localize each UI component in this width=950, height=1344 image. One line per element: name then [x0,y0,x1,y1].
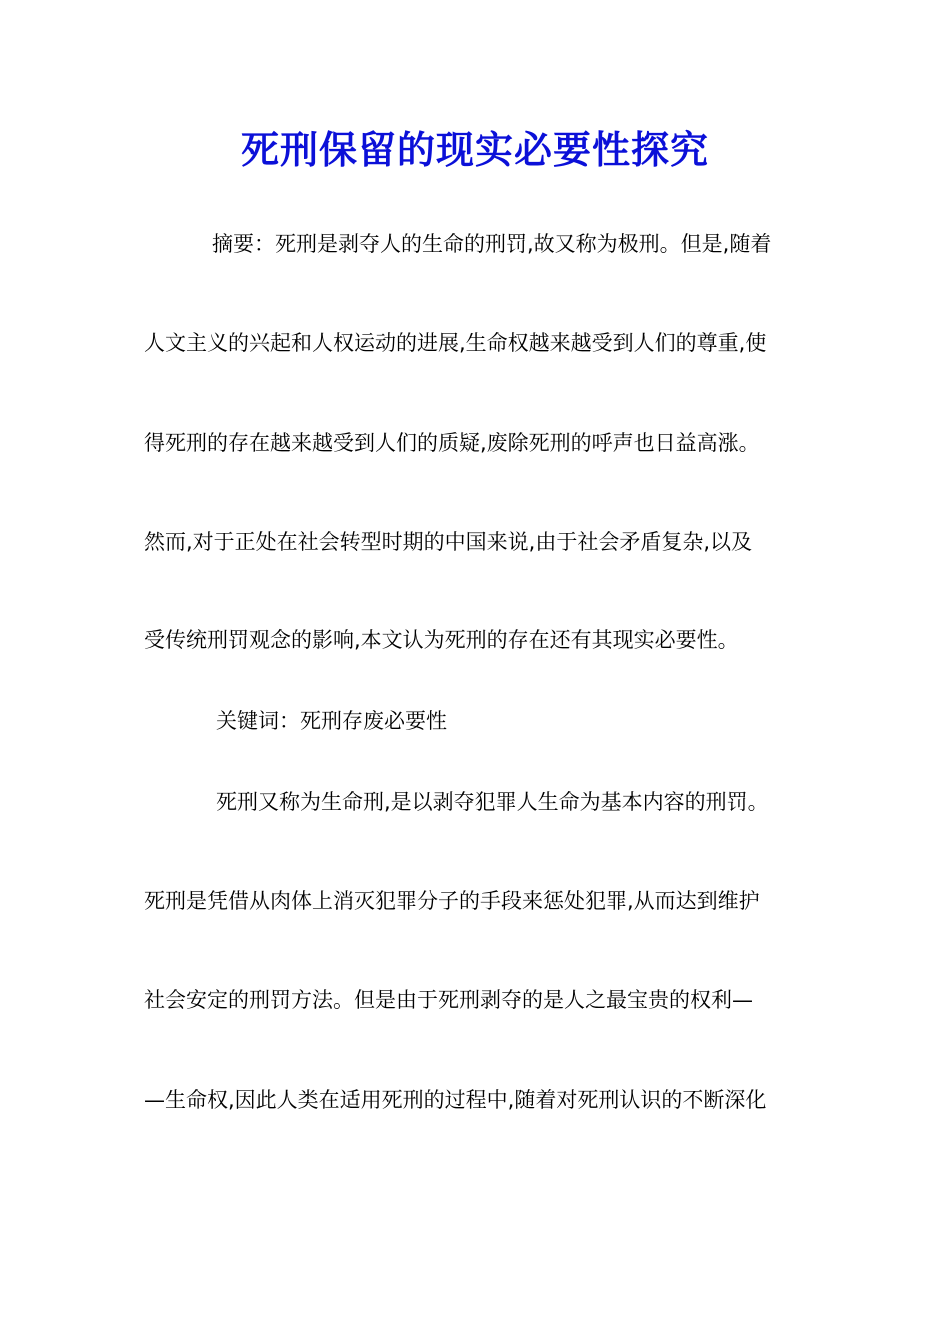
body-line-2: 死刑是凭借从肉体上消灭犯罪分子的手段来惩处犯罪,从而达到维护 [144,889,760,913]
abstract-line-3: 得死刑的存在越来越受到人们的质疑,废除死刑的呼声也日益高涨。 [144,431,760,455]
body-line-1: 死刑又称为生命刑,是以剥夺犯罪人生命为基本内容的刑罚。 [216,790,769,814]
abstract-line-2: 人文主义的兴起和人权运动的进展,生命权越来越受到人们的尊重,使 [144,331,767,355]
abstract-line-5: 受传统刑罚观念的影响,本文认为死刑的存在还有其现实必要性。 [144,628,739,652]
abstract-line-1: 摘要：死刑是剥夺人的生命的刑罚,故又称为极刑。但是,随着 [212,232,772,256]
document-title: 死刑保留的现实必要性探究 [240,127,709,172]
body-line-3: 社会安定的刑罚方法。但是由于死刑剥夺的是人之最宝贵的权利— [144,988,753,1012]
body-line-4: —生命权,因此人类在适用死刑的过程中,随着对死刑认识的不断深化 [144,1088,767,1112]
keywords-line: 关键词：死刑存废必要性 [216,709,447,733]
abstract-line-4: 然而,对于正处在社会转型时期的中国来说,由于社会矛盾复杂,以及 [144,530,753,554]
